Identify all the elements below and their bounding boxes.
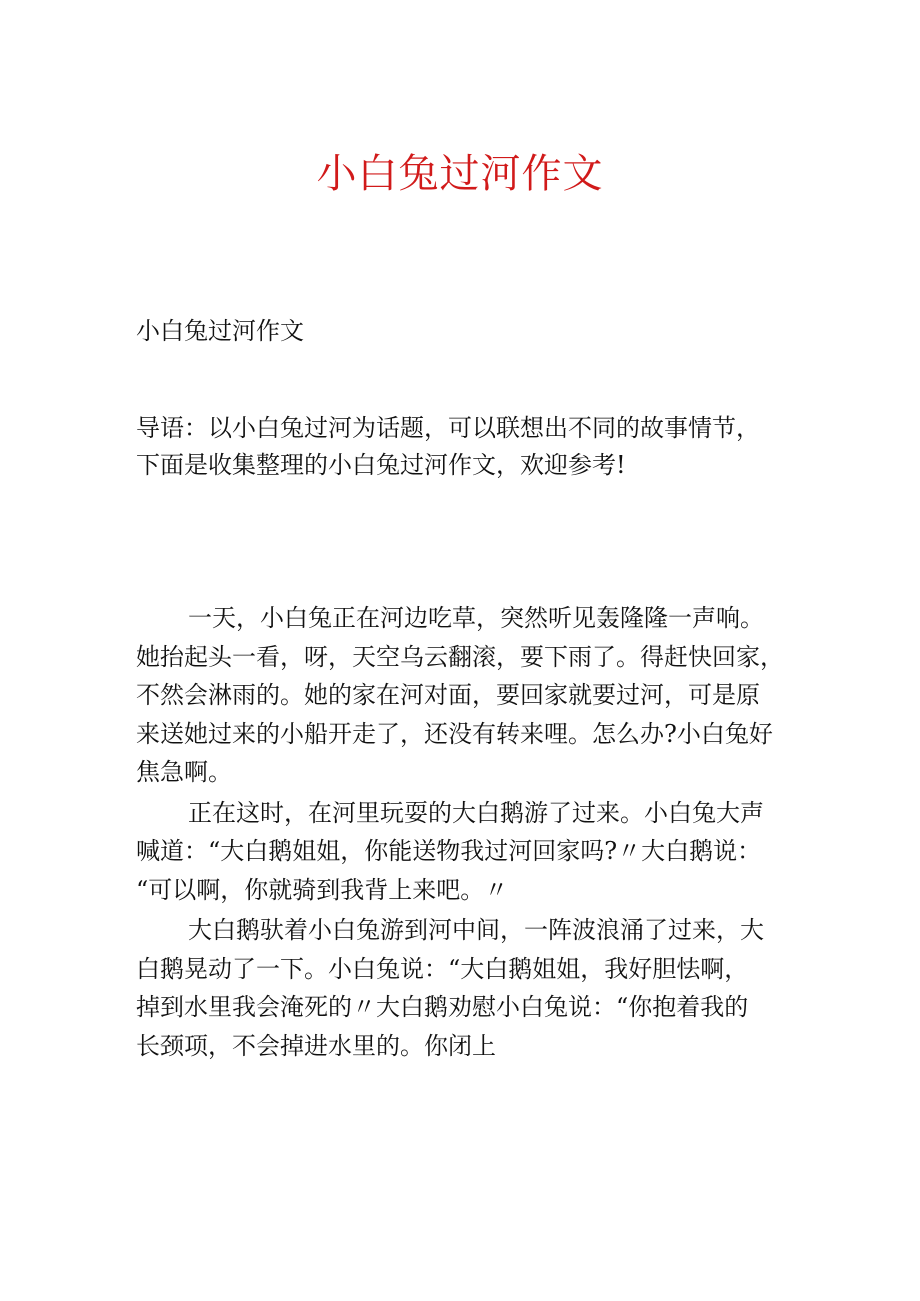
- intro-paragraph: [136, 410, 796, 484]
- intro-line: 导语：以小白兔过河为话题，可以联想出不同的故事情节，: [136, 414, 760, 442]
- document-subtitle: 小白兔过河作文: [136, 317, 304, 345]
- story-paragraph-3: [136, 911, 786, 1065]
- paragraph-line: 长颈项，不会掉进水里的。你闭上: [136, 1031, 496, 1060]
- paragraph-line: 她抬起头一看，呀，天空乌云翻滚，要下雨了。得赶快回家，: [136, 642, 784, 671]
- paragraph-line: 正在这时，在河里玩耍的大白鹅游了过来。小白兔大声: [188, 798, 764, 827]
- paragraph-line: 掉到水里我会淹死的〃大白鹅劝慰小白兔说：“你抱着我的: [136, 993, 749, 1022]
- paragraph-line: 喊道：“大白鹅姐姐，你能送物我过河回家吗?〃大白鹅说：: [136, 837, 762, 866]
- paragraph-line: 来送她过来的小船开走了，还没有转来哩。怎么办?小白兔好: [136, 719, 773, 748]
- paragraph-line: 焦急啊。: [136, 758, 232, 787]
- paragraph-line: “可以啊，你就骑到我背上来吧。〃: [136, 875, 509, 904]
- paragraph-line: 不然会淋雨的。她的家在河对面，要回家就要过河，可是原: [136, 681, 760, 710]
- story-body: [136, 599, 786, 1067]
- story-paragraph-2: [136, 794, 786, 910]
- intro-line: 下面是收集整理的小白兔过河作文，欢迎参考!: [136, 451, 626, 479]
- paragraph-line: 一天，小白兔正在河边吃草，突然听见轰隆隆一声响。: [188, 604, 764, 632]
- document-title: 小白兔过河作文: [316, 151, 604, 197]
- story-paragraph-1: [136, 599, 786, 792]
- paragraph-line: 白鹅晃动了一下。小白兔说：“大白鹅姐姐，我好胆怯啊，: [136, 954, 749, 983]
- paragraph-line: 大白鹅驮着小白兔游到河中间，一阵波浪涌了过来，大: [188, 915, 764, 944]
